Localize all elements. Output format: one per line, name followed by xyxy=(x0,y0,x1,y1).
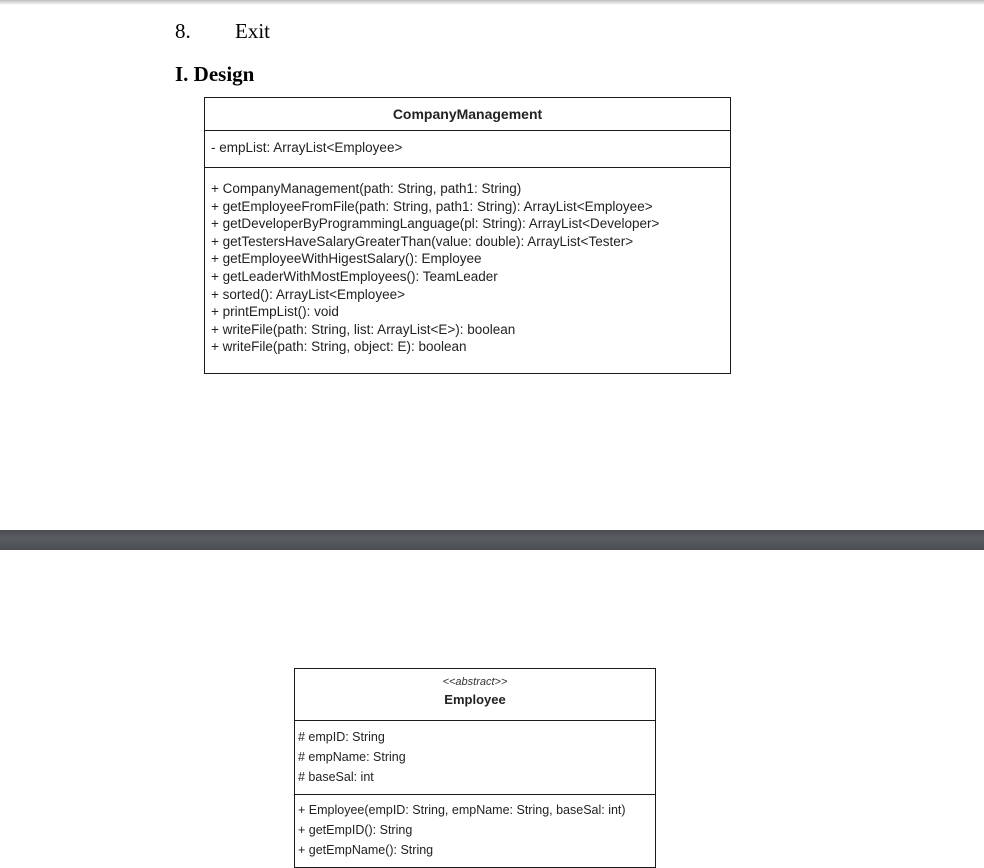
list-item-number: 8. xyxy=(175,19,191,43)
class-diagram-employee xyxy=(294,668,656,868)
section-heading-design: I. Design xyxy=(175,62,255,86)
operation-line: + CompanyManagement(path: String, path1: String) xyxy=(211,181,522,196)
operation-line: + getDeveloperByProgrammingLanguage(pl: String): ArrayList<Developer> xyxy=(211,216,660,232)
operation-line: + getEmpID(): String xyxy=(298,823,413,837)
operation-line: + getEmployeeFromFile(path: String, path1: String): ArrayList<Employee> xyxy=(211,198,653,214)
attribute-line: # empID: String xyxy=(298,730,385,744)
class-operations xyxy=(205,167,730,356)
attribute-line: # baseSal: int xyxy=(298,770,374,784)
operation-line: + writeFile(path: String, object: E): boolean xyxy=(211,339,467,355)
class-diagram-company-management xyxy=(204,97,731,374)
class-stereotype: <<abstract>> xyxy=(442,676,508,688)
class-name: Employee xyxy=(444,692,506,707)
operation-line: + sorted(): ArrayList<Employee> xyxy=(211,286,405,302)
operation-line: + printEmpList(): void xyxy=(211,304,339,320)
page-separator xyxy=(0,530,984,550)
list-item-label: Exit xyxy=(235,19,270,43)
class-operations xyxy=(295,794,655,860)
attribute-line: # empName: String xyxy=(298,750,406,764)
class-name: CompanyManagement xyxy=(392,106,543,122)
class-header xyxy=(295,669,655,720)
operation-line: + Employee(empID: String, empName: String, baseSal: int) xyxy=(298,803,626,817)
operation-line: + getLeaderWithMostEmployees(): TeamLeader xyxy=(211,268,498,284)
menu-list-item-exit xyxy=(175,18,270,44)
attribute-line: - empList: ArrayList<Employee> xyxy=(211,140,403,155)
operation-line: + writeFile(path: String, list: ArrayList<E>): boolean xyxy=(211,321,516,337)
operation-line: + getEmployeeWithHigestSalary(): Employee xyxy=(211,251,482,267)
operation-line: + getTestersHaveSalaryGreaterThan(value: double): ArrayList<Tester> xyxy=(211,233,634,249)
class-attributes xyxy=(295,720,655,794)
operation-line: + getEmpName(): String xyxy=(298,843,434,857)
page-top-shadow xyxy=(0,0,984,5)
class-attributes xyxy=(205,130,730,167)
